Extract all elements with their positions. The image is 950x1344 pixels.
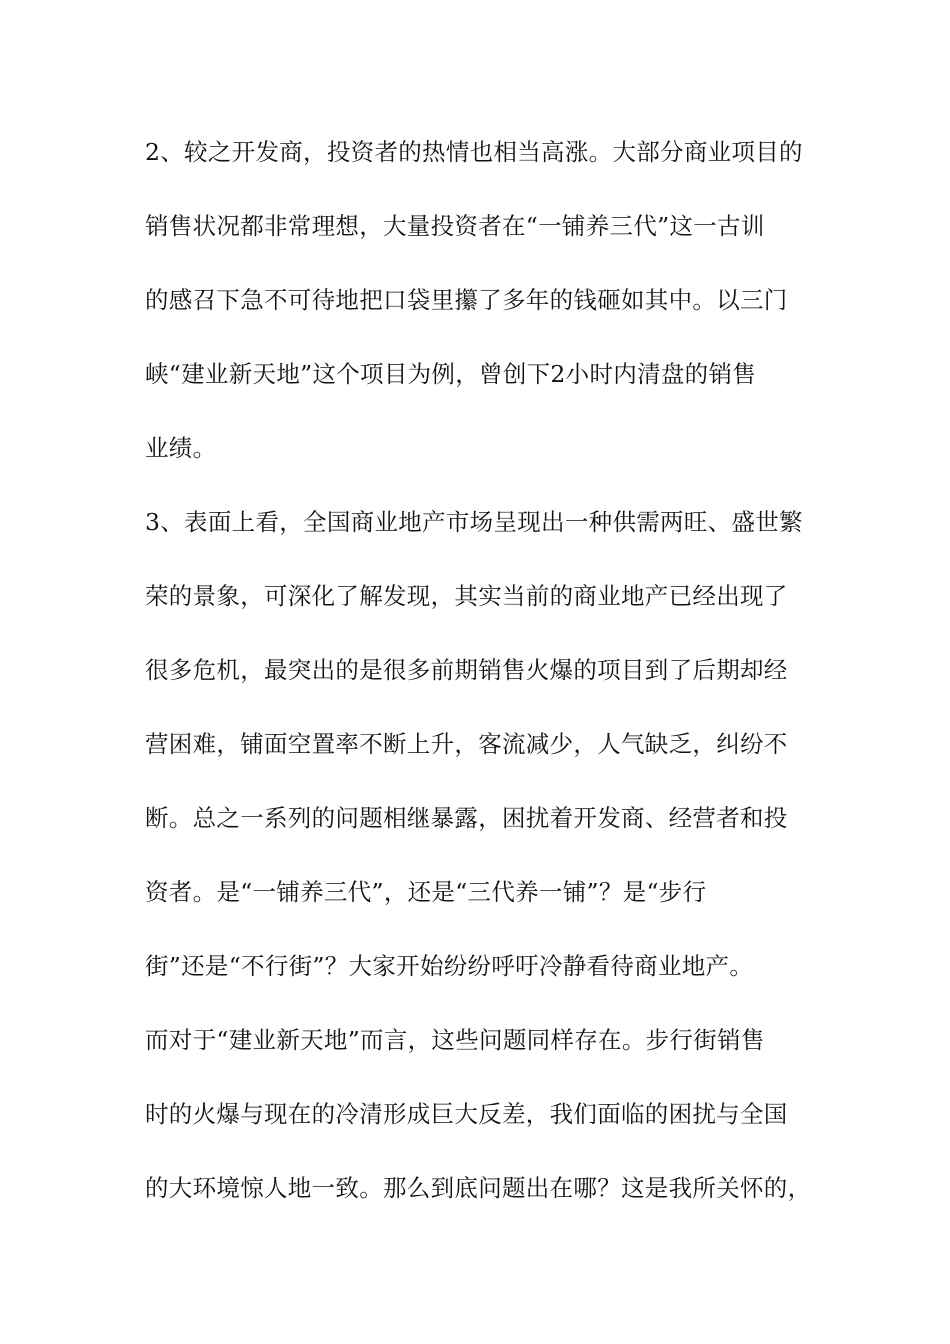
text-line: 3、表面上看，全国商业地产市场呈现出一种供需两旺、盛世繁 bbox=[145, 508, 803, 536]
text-line: 断。总之一系列的问题相继暴露，困扰着开发商、经营者和投 bbox=[145, 804, 788, 832]
text-line: 的大环境惊人地一致。那么到底问题出在哪？这是我所关怀的， bbox=[145, 1174, 812, 1202]
text-line: 销售状况都非常理想，大量投资者在“一铺养三代”这一古训 bbox=[145, 212, 765, 240]
text-line: 的感召下急不可待地把口袋里攥了多年的钱砸如其中。以三门 bbox=[145, 286, 788, 314]
text-line: 很多危机，最突出的是很多前期销售火爆的项目到了后期却经 bbox=[145, 656, 788, 684]
document-body bbox=[145, 128, 825, 1238]
text-line: 业绩。 bbox=[145, 434, 217, 462]
text-line: 峡“建业新天地”这个项目为例，曾创下2小时内清盘的销售 bbox=[145, 360, 757, 388]
text-line: 2、较之开发商，投资者的热情也相当高涨。大部分商业项目的 bbox=[145, 138, 803, 166]
text-line: 街”还是“不行街”？大家开始纷纷呼吁冷静看待商业地产。 bbox=[145, 952, 754, 980]
text-line: 营困难，铺面空置率不断上升，客流减少，人气缺乏，纠纷不 bbox=[145, 730, 788, 758]
text-line: 荣的景象，可深化了解发现，其实当前的商业地产已经出现了 bbox=[145, 582, 788, 610]
text-line: 时的火爆与现在的冷清形成巨大反差，我们面临的困扰与全国 bbox=[145, 1100, 788, 1128]
text-line: 而对于“建业新天地”而言，这些问题同样存在。步行街销售 bbox=[145, 1026, 765, 1054]
text-line: 资者。是“一铺养三代”，还是“三代养一铺”？是“步行 bbox=[145, 878, 707, 906]
